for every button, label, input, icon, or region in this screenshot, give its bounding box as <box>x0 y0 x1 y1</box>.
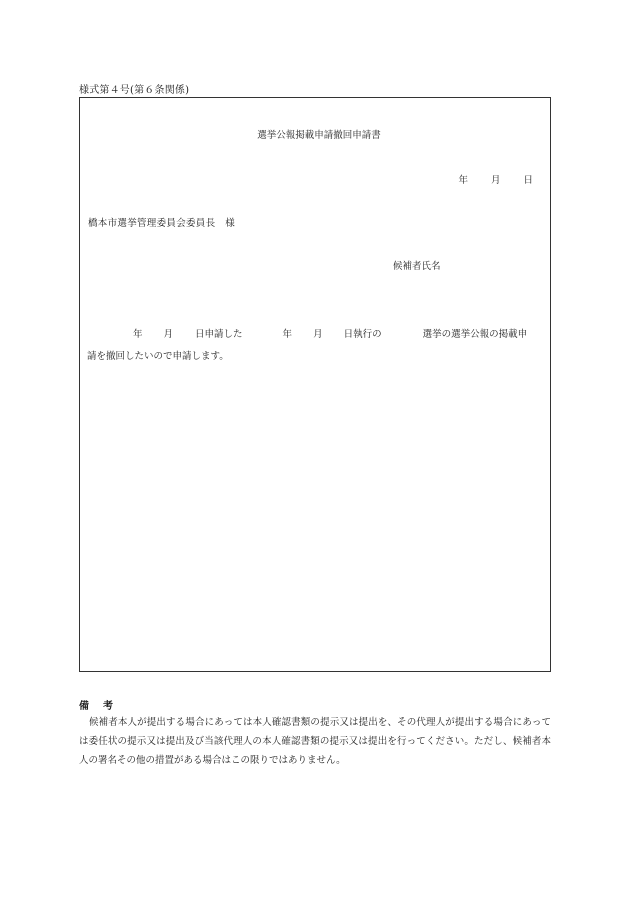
body-month-2: 月 <box>313 329 323 340</box>
body-line-2: 請を撤回したいので申請します。 <box>87 351 229 362</box>
body-year-2: 年 <box>282 329 293 340</box>
body-day-applied: 日申請した <box>195 329 243 340</box>
date-year-label: 年 <box>458 175 468 186</box>
body-month-1: 月 <box>163 329 174 340</box>
addressee: 橋本市選挙管理委員会委員長 様 <box>88 218 236 229</box>
date-day-label: 日 <box>523 175 533 186</box>
body-day-executed: 日執行の <box>343 329 382 340</box>
form-title: 選挙公報掲載申請撤回申請書 <box>257 130 381 141</box>
candidate-name-label: 候補者氏名 <box>393 261 441 272</box>
date-month-label: 月 <box>490 175 501 186</box>
form-box <box>79 97 551 672</box>
body-year-1: 年 <box>133 329 143 340</box>
body-line-1 <box>133 326 542 340</box>
date-line <box>458 172 533 186</box>
remarks-text: 候補者本人が提出する場合にあっては本人確認書類の提示又は提出を、その代理人が提出する場合にあっては委任状の提示又は提出及び当該代理人の本人確認書類の提示又は提出を行ってください。ただし、候補者本人の署名その他の措置がある場合はこの限りではありません。 <box>79 717 551 766</box>
form-number: 様式第４号(第６条関係) <box>79 85 190 96</box>
remarks-heading: 備 考 <box>79 701 115 712</box>
body-election-suffix: 選挙の選挙公報の掲載申 <box>422 329 528 340</box>
